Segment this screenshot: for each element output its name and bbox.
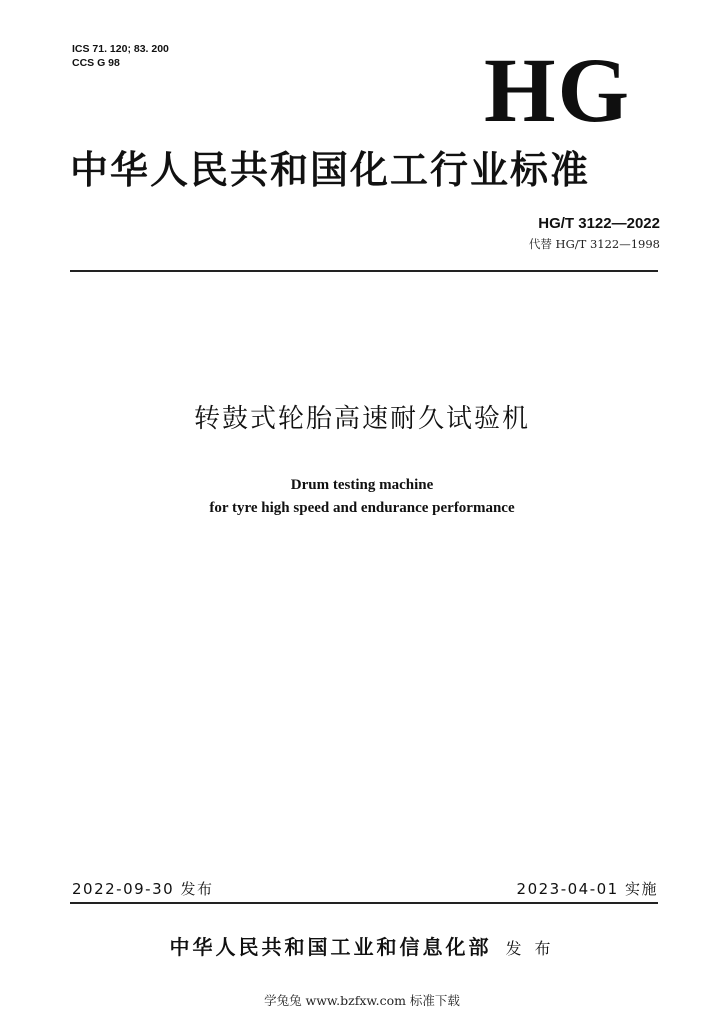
english-title-line-2: for tyre high speed and endurance performance — [209, 500, 515, 516]
publish-date: 2022-09-30 发布 — [72, 880, 214, 898]
hg-logo: HG — [484, 39, 632, 141]
issuer-organization: 中华人民共和国工业和信息化部 — [169, 935, 492, 959]
header-divider — [70, 270, 658, 272]
effective-date: 2023-04-01 实施 — [516, 880, 658, 898]
ics-code: ICS 71. 120; 83. 200 — [72, 43, 169, 55]
replaced-standard: 代替 HG/T 3122—1998 — [528, 237, 660, 251]
issuer-action: 发 布 — [505, 939, 555, 958]
chinese-title: 转鼓式轮胎高速耐久试验机 — [193, 404, 530, 434]
footer-divider — [70, 902, 658, 904]
download-watermark: 学兔兔 www.bzfxw.com 标准下载 — [264, 993, 460, 1008]
standard-number: HG/T 3122—2022 — [538, 215, 660, 232]
industry-standard-title: 中华人民共和国化工行业标准 — [70, 147, 591, 192]
issuing-authority — [0, 932, 724, 964]
english-title-line-1: Drum testing machine — [290, 477, 434, 493]
classification-codes — [72, 42, 169, 70]
ccs-code: CCS G 98 — [72, 57, 120, 69]
